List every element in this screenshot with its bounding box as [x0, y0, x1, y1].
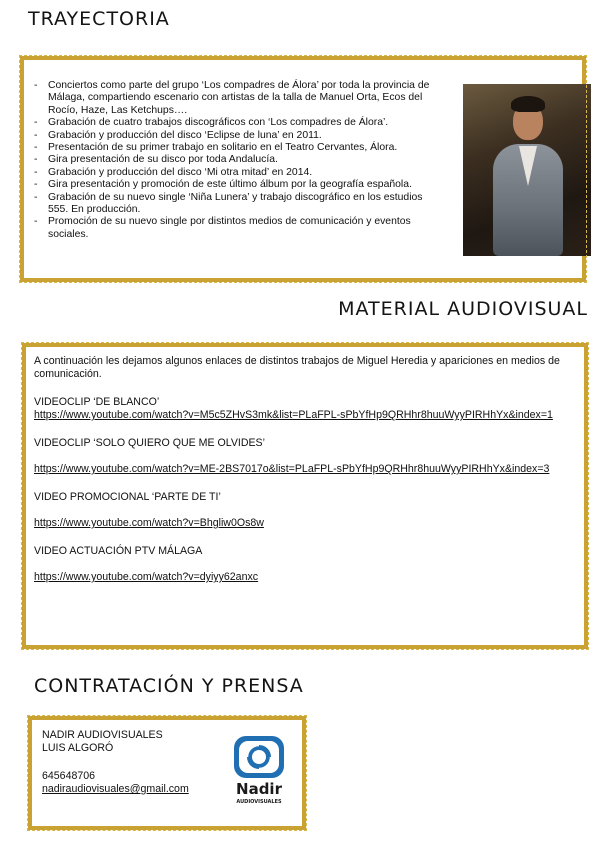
list-item: - Promoción de su nuevo single por distintos medios de comunicación y eventos sociales.: [34, 216, 444, 241]
material-box: [22, 343, 588, 649]
list-item: - Grabación de cuatro trabajos discográficos con ‘Los compadres de Álora’.: [34, 117, 444, 129]
video-link[interactable]: https://www.youtube.com/watch?v=M5c5ZHvS3mk&list=PLaFPL-sPbYfHp9QRHhr8huuWyyPIRHhYx&index=1: [34, 409, 553, 421]
nadir-logo-icon: [229, 734, 289, 806]
contact-person: LUIS ALGORÓ: [42, 742, 114, 754]
company-name: NADIR AUDIOVISUALES: [42, 729, 163, 741]
list-item: - Grabación de su nuevo single ‘Niña Lunera’ y trabajo discográfico en los estudios 555. En producción.: [34, 192, 444, 217]
list-item: - Grabación y producción del disco ‘Eclipse de luna’ en 2011.: [34, 130, 444, 142]
list-item: - Presentación de su primer trabajo en solitario en el Teatro Cervantes, Álora.: [34, 142, 444, 154]
video-label: VIDEO PROMOCIONAL ‘PARTE DE TI’: [34, 491, 221, 503]
contact-phone: 645648706: [42, 770, 96, 782]
trayectoria-list: [34, 80, 444, 241]
list-item: - Gira presentación de su disco por toda Andalucía.: [34, 154, 444, 166]
artist-photo: [463, 84, 591, 256]
trayectoria-heading: TRAYECTORIA: [28, 8, 170, 30]
logo-text: Nadir: [236, 780, 282, 798]
video-link[interactable]: https://www.youtube.com/watch?v=dyiyy62anxc: [34, 571, 259, 583]
trayectoria-box: [20, 56, 586, 282]
video-link[interactable]: https://www.youtube.com/watch?v=Bhgliw0Os8w: [34, 517, 264, 529]
material-intro: A continuación les dejamos algunos enlaces de distintos trabajos de Miguel Heredia y apariciones en medios de comunicación.: [34, 355, 560, 380]
contratacion-heading: CONTRATACIÓN Y PRENSA: [34, 675, 304, 697]
logo-subtext: AUDIOVISUALES: [236, 799, 282, 805]
video-label: VIDEOCLIP ‘SOLO QUIERO QUE ME OLVIDES’: [34, 437, 265, 449]
contact-email[interactable]: nadiraudiovisuales@gmail.com: [42, 783, 189, 795]
list-item: - Gira presentación y promoción de este último álbum por la geografía española.: [34, 179, 444, 191]
video-label: VIDEO ACTUACIÓN PTV MÁLAGA: [34, 545, 203, 557]
video-link[interactable]: https://www.youtube.com/watch?v=ME-2BS7017o&list=PLaFPL-sPbYfHp9QRHhr8huuWyyPIRHhYx&index=3: [34, 463, 550, 475]
contratacion-box: [28, 716, 306, 830]
list-item: - Grabación y producción del disco ‘Mi otra mitad’ en 2014.: [34, 167, 444, 179]
video-label: VIDEOCLIP ‘DE BLANCO’: [34, 396, 160, 408]
list-item: - Conciertos como parte del grupo ‘Los compadres de Álora’ por toda la provincia de Málaga, compartiendo escenario con artistas de la talla de Manuel Orta, Ecos del Rocío, Haze, Las Ketchups….: [34, 80, 444, 117]
material-heading: MATERIAL AUDIOVISUAL: [338, 298, 588, 320]
